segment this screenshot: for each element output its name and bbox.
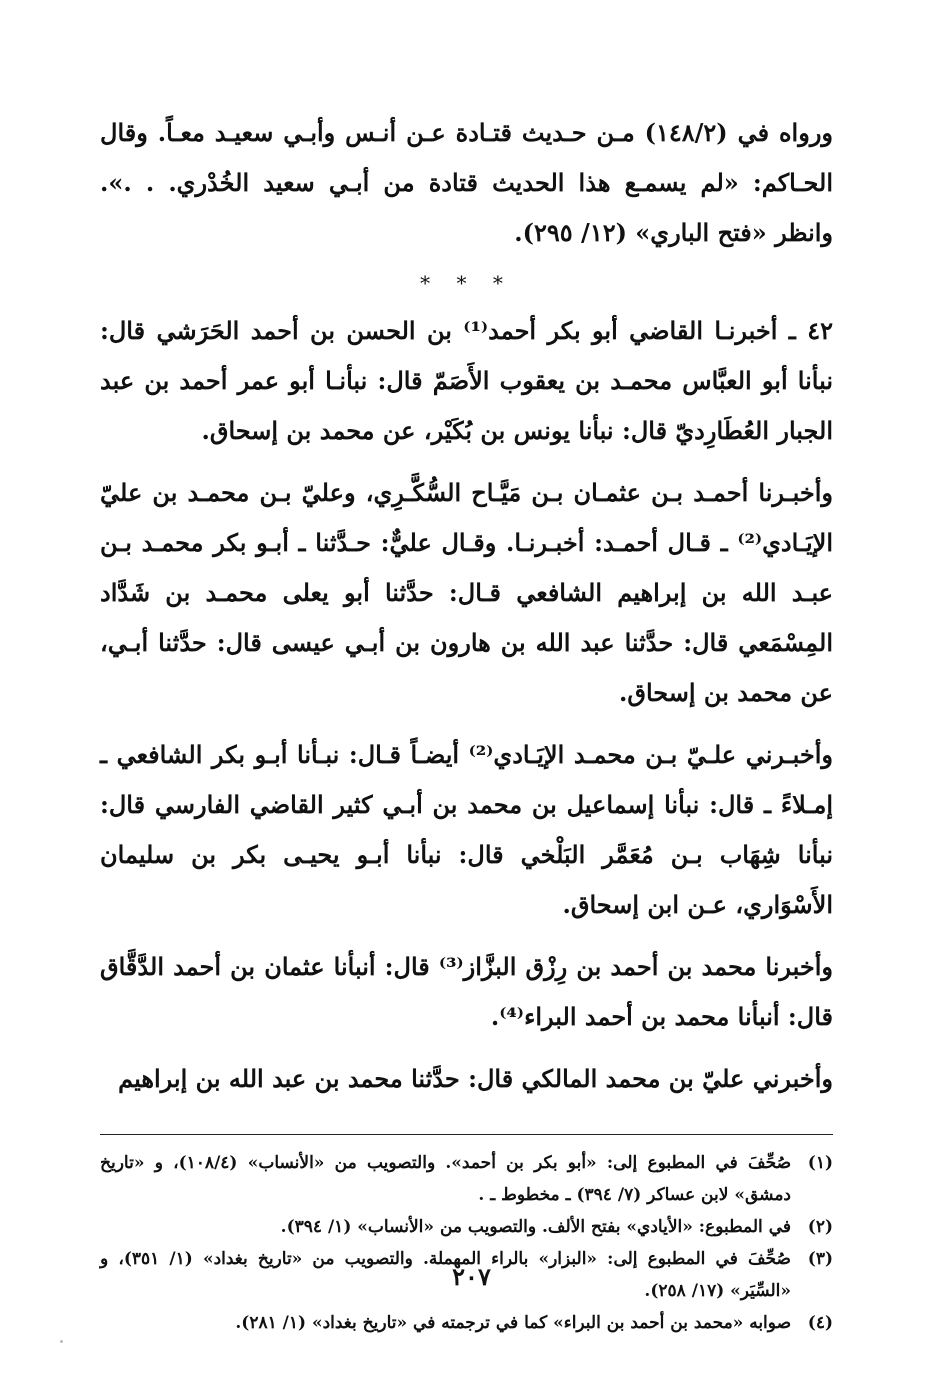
- footnote-item: [100, 1211, 833, 1243]
- footnote-number: (١): [807, 1153, 833, 1173]
- footnote-text: في المطبوع: «الأيادي» بفتح الألف. والتصويب من «الأنساب» (١/ ٣٩٤).: [280, 1217, 791, 1237]
- footnote-number: (٤): [807, 1313, 833, 1333]
- footnote-text: صوابه «محمد بن أحمد بن البراء» كما في ترجمته في «تاريخ بغداد» (١/ ٢٨١).: [235, 1313, 791, 1333]
- paragraph-hadith-42: ٤٢ ـ أخبرنـا القاضي أبو بكر أحمد⁽¹⁾ بن الحسن بن أحمد الحَرَشي قال: نبأنا أبو العبَّاس محمـد بن يعقوب الأَصَمّ قال: نبأنـا أبو عمر أحمد بن عبد الجبار العُطَارِديّ قال: نبأنا يونس بن بُكَيْر، عن محمد بن إسحاق.: [100, 316, 833, 445]
- footnotes: [100, 1147, 833, 1339]
- paragraph-isnad-3: وأخبـرني علـيّ بـن محمـد الإيَـادي⁽²⁾ أيضـاً قـال: نبـأنا أبـو بكر الشافعي ـ إمـلاءً ـ قال: نبأنا إسماعيل بن محمد بن أبـي كثير القاضي الفارسي قال: نبأنا شِهَاب بـن مُعَمَّر البَلْخي قال: نبأنا أبـو يحيـى بكر بن سليمان الأَسْوَاري، عـن ابن إسحاق.: [100, 740, 833, 919]
- paragraph-isnad-4: وأخبرنا محمد بن أحمد بن رِزْق البزَّاز⁽³⁾ قال: أنبأنا عثمان بن أحمد الدَّقَّاق قال: أنبأنا محمد بن أحمد البراء⁽⁴⁾.: [100, 952, 833, 1031]
- paragraph-isnad-2: وأخبـرنا أحمـد بـن عثمـان بـن مَيَّـاح السُّكَّـرِي، وعليّ بـن محمـد بن عليّ الإيَـادي⁽²⁾ ـ قـال أحمـد: أخبـرنـا. وقـال عليٌّ: حـدَّثنا ـ أبـو بكر محمـد بـن عبـد الله بن إبراهيم الشافعي قـال: حدَّثنا أبو يعلى محمـد بن شَدَّاد المِسْمَعي قال: حدَّثنا عبد الله بن هارون بن أبـي عيسى قال: حدَّثنا أبـي، عن محمد بن إسحاق.: [100, 478, 834, 707]
- footnote-item: [100, 1307, 833, 1339]
- footnote-divider: [100, 1134, 833, 1135]
- paragraph-continuation: ورواه في (١٤٨/٢) مـن حـديث قتـادة عـن أنـس وأبـي سعيـد معـاً. وقال الحـاكم: «لم يسمـع هذا الحديث قتادة من أبـي سعيد الخُدْري. . .». وانظر «فتح الباري» (١٢/ ٢٩٥).: [100, 118, 834, 247]
- footnote-number: (٣): [807, 1249, 833, 1269]
- footnote-text: صُحِّفَ في المطبوع إلى: «البزار» بالراء المهملة. والتصويب من «تاريخ بغداد» (١/ ٣٥١)، و «السِّيَر» (١٧/ ٢٥٨).: [100, 1249, 791, 1301]
- paragraph-isnad-5: وأخبرني عليّ بن محمد المالكي قال: حدَّثنا محمد بن عبد الله بن إبراهيم: [118, 1064, 833, 1093]
- page-number: ٢٠٧: [452, 1262, 491, 1291]
- footnote-text: صُحِّفَ في المطبوع إلى: «أبو بكر بن أحمد». والتصويب من «الأنساب» (١٠٨/٤)، و «تاريخ دمشق» لابن عساكر (٧/ ٣٩٤) ـ مخطوط ـ .: [100, 1153, 791, 1205]
- scan-speck: [60, 1340, 63, 1343]
- footnote-item: [100, 1147, 833, 1211]
- section-separator: * * *: [420, 271, 513, 295]
- footnote-number: (٢): [807, 1217, 833, 1237]
